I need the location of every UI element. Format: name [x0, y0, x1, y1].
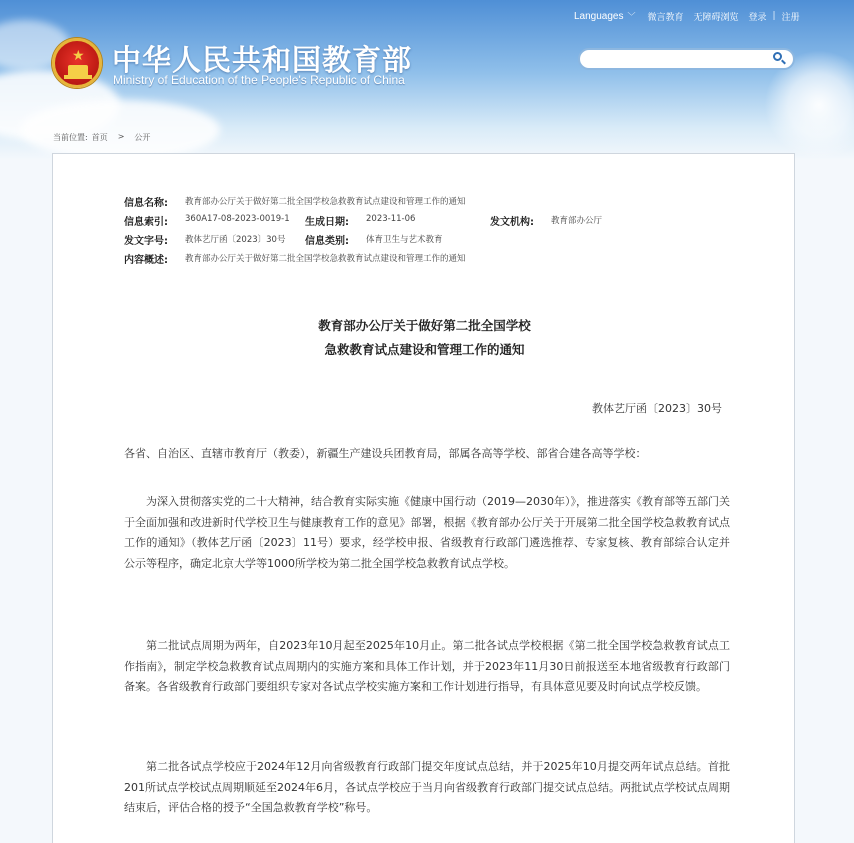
meta-summary-value: 教育部办公厅关于做好第二批全国学校急救教育试点建设和管理工作的通知 — [185, 254, 466, 264]
meta-category-value: 体育卫生与艺术教育 — [366, 235, 443, 245]
meta-name-value: 教育部办公厅关于做好第二批全国学校急救教育试点建设和管理工作的通知 — [185, 197, 466, 207]
document-title-line-1: 教育部办公厅关于做好第二批全国学校 — [318, 318, 531, 333]
accessibility-link[interactable]: 无障碍浏览 — [693, 12, 739, 23]
body-paragraph-1: 为深入贯彻落实党的二十大精神，结合教育实际实施《健康中国行动（2019—2030年）》，推进落实《教育部等五部门关于全面加强和改进新时代学校卫生与健康教育工作的意见》部署，根据《教育部办公厅关于开展第二批全国学校急救教育试点工作的通知》（教体艺厅函〔2023〕11号）要求，经学校申报、省级教育行政部门遴选推荐、专家复核、教育部综合认定并公示等程序，确定北京大学等1000所学校为第二批全国学校急救教育试点学校。 — [124, 495, 730, 570]
tiananmen-gate-icon — [68, 65, 88, 75]
breadcrumb-separator: > — [117, 132, 125, 141]
site-title[interactable]: 中华人民共和国教育部 — [112, 43, 413, 77]
search-box[interactable] — [578, 48, 795, 70]
document-number: 教体艺厅函〔2023〕30号 — [592, 402, 722, 415]
breadcrumb-home-link[interactable]: 首页 — [91, 133, 108, 142]
cloud-decoration — [20, 100, 220, 160]
meta-index-label: 信息索引: — [124, 217, 168, 228]
breadcrumb-current-link[interactable]: 公开 — [134, 133, 151, 142]
emblem-base — [64, 75, 92, 79]
content-panel — [52, 153, 795, 843]
nav-divider: | — [772, 11, 776, 21]
meta-org-label: 发文机构: — [490, 217, 534, 228]
national-emblem-logo[interactable] — [52, 38, 102, 88]
body-paragraph-3: 第二批各试点学校应于2024年12月向省级教育行政部门提交年度试点总结，并于2025年10月提交两年试点总结。首批201所试点学校试点周期顺延至2024年6月，各试点学校应于当月向省级教育行政部门提交试点总结。两批试点学校试点周期结束后，评估合格的授予“全国急救教育学校”称号。 — [124, 760, 730, 814]
meta-name-label: 信息名称: — [124, 198, 168, 209]
breadcrumb — [53, 132, 150, 143]
meta-docno-label: 发文字号: — [124, 236, 168, 247]
chevron-down-icon[interactable]: ﹀ — [627, 11, 636, 21]
login-link[interactable]: 登录 — [748, 12, 767, 23]
register-link[interactable]: 注册 — [781, 12, 800, 23]
meta-docno-value: 教体艺厅函〔2023〕30号 — [185, 235, 286, 245]
addressee-paragraph: 各省、自治区、直辖市教育厅（教委），新疆生产建设兵团教育局，部属各高等学校、部省合建各高等学校： — [124, 447, 647, 460]
languages-menu[interactable]: Languages — [574, 10, 624, 22]
meta-org-value: 教育部办公厅 — [551, 216, 603, 226]
search-input[interactable] — [588, 52, 768, 66]
document-title-line-2: 急救教育试点建设和管理工作的通知 — [324, 342, 525, 357]
meta-date-value: 2023-11-06 — [366, 214, 416, 224]
top-navigation — [574, 9, 810, 23]
search-icon[interactable] — [773, 52, 787, 66]
star-icon: ★ — [72, 48, 85, 64]
meta-summary-label: 内容概述: — [124, 255, 168, 266]
body-paragraph-2: 第二批试点周期为两年，自2023年10月起至2025年10月止。第二批各试点学校根据《第二批全国学校急救教育试点工作指南》，制定学校急救教育试点周期内的实施方案和具体工作计划，并于2023年11月30日前报送至本地省级教育行政部门备案。各省级教育行政部门要组织专家对各试点学校实施方案和工作计划进行指导，有具体意见要及时向试点学校反馈。 — [124, 639, 730, 693]
weibo-link[interactable]: 微言教育 — [647, 12, 684, 23]
site-title-english: Ministry of Education of the People's Republic of China — [113, 73, 405, 87]
meta-category-label: 信息类别: — [305, 236, 349, 247]
breadcrumb-label: 当前位置: — [53, 133, 88, 142]
meta-date-label: 生成日期: — [305, 217, 349, 228]
meta-index-value: 360A17-08-2023-0019-1 — [185, 214, 290, 224]
